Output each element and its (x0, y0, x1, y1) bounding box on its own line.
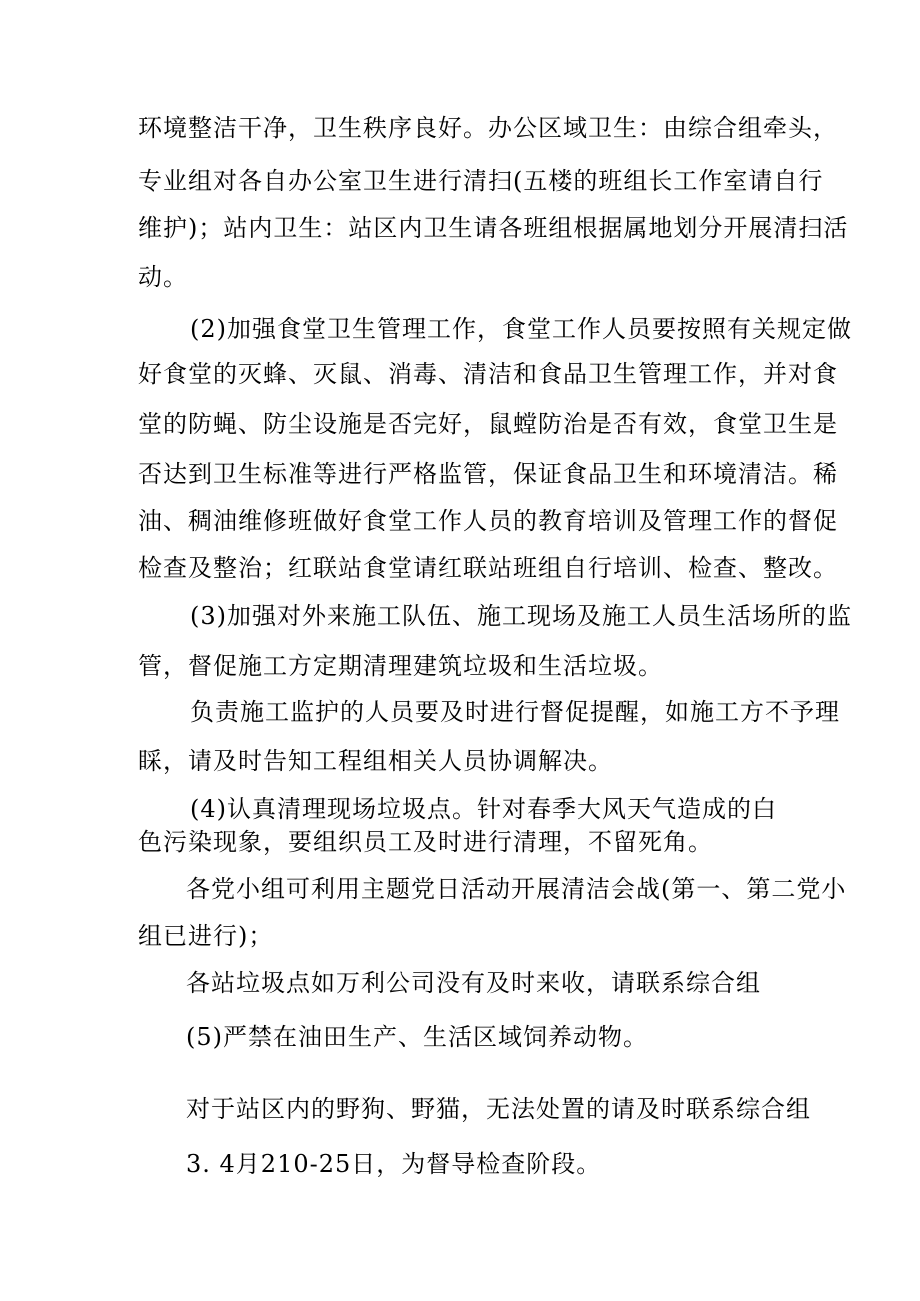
text-line: 组已进行)； (138, 922, 274, 950)
text-line: 专业组对各自办公室卫生进行清扫(五楼的班组长工作室请自行 (138, 167, 824, 195)
text-line: 环境整洁干净，卫生秩序良好。办公区域卫生：由综合组牵头， (138, 114, 838, 142)
text-line: 好食堂的灭蜂、灭鼠、消毒、清洁和食品卫生管理工作，并对食 (138, 360, 838, 388)
paragraph-2-start: (2)加强食堂卫生管理工作，食堂工作人员要按照有关规定做 (190, 315, 852, 343)
section-heading: 3. 4月210-25日，为督导检查阶段。 (186, 1150, 602, 1178)
text-line: 色污染现象，要组织员工及时进行清理，不留死角。 (138, 828, 713, 856)
text-line: 检查及整治；红联站食堂请红联站班组自行培训、检查、整改。 (138, 554, 838, 582)
text-line: 油、稠油维修班做好食堂工作人员的教育培训及管理工作的督促 (138, 507, 838, 535)
text-line: 睬，请及时告知工程组相关人员协调解决。 (138, 747, 613, 775)
text-line: 管，督促施工方定期清理建筑垃圾和生活垃圾。 (138, 652, 663, 680)
paragraph-start: 对于站区内的野狗、野猫，无法处置的请及时联系综合组 (186, 1095, 811, 1123)
text-line: 维护)；站内卫生：站区内卫生请各班组根据属地划分开展清扫活 (138, 214, 849, 242)
paragraph-5-start: (5)严禁在油田生产、生活区域饲养动物。 (186, 1023, 648, 1051)
paragraph-start: 负责施工监护的人员要及时进行督促提醒，如施工方不予理 (190, 698, 840, 726)
paragraph-4-start: (4)认真清理现场垃圾点。针对春季大风天气造成的白 (190, 795, 777, 823)
paragraph-start: 各站垃圾点如万利公司没有及时来收，请联系综合组 (186, 969, 761, 997)
paragraph-3-start: (3)加强对外来施工队伍、施工现场及施工人员生活场所的监 (190, 602, 852, 630)
text-line: 动。 (138, 263, 188, 291)
paragraph-start: 各党小组可利用主题党日活动开展清洁会战(第一、第二党小 (186, 875, 847, 903)
text-line: 堂的防蝇、防尘设施是否完好，鼠螳防治是否有效，食堂卫生是 (138, 410, 838, 438)
text-line: 否达到卫生标准等进行严格监管，保证食品卫生和环境清洁。稀 (138, 460, 838, 488)
